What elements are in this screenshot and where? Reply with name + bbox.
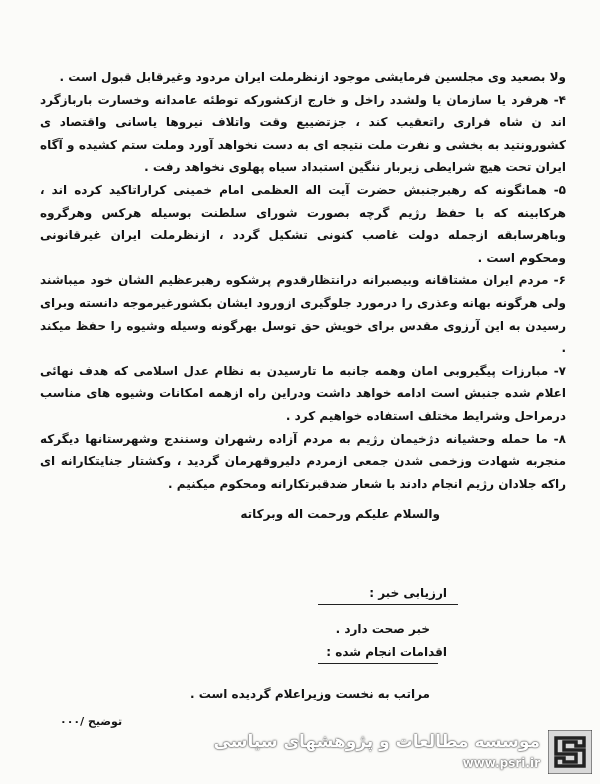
closing-salutation: والسلام علیکم ورحمت اله وبرکاته	[240, 507, 440, 521]
paragraph-4: ۴- هرفرد یا سازمان یا ولشدد راخل و خارج ازکشورکه توطئه عامدانه وخسارت باربازگرد اند ن شاه فراری راتعقیب کند ، جزتضییع وقت واتلاف نیروها یاسانی واقتصاد ی کشورونتید به بخشی و نفرت ملت نتیجه ای به دست نخواهد آورد وملت ستم کشیده و آگاه ایران تحت هیچ شرایطی زیربار ننگین استبداد سیاه پهلوی نخواهد رفت .	[40, 92, 566, 175]
evaluation-label: ارزیابی خبر :	[369, 586, 447, 600]
institute-watermark	[213, 730, 592, 774]
paragraph-5: ۵- همانگونه که رهبرجنبش حضرت آیت اله العظمی امام خمینی کراراتاکید کرده اند ، هرکابینه که با حفظ رژیم گرچه بصورت شورای سلطنت بوسیله هرکس وهرگروه وباهرسابقه ازجمله دولت غاصب کنونی تشکیل گردد ، ازنظرملت ایران غیرقانونی ومحکوم است .	[40, 182, 566, 265]
document-body	[40, 66, 566, 495]
institute-name: موسسه مطالعات و پژوهشهای سیاسی	[213, 732, 540, 752]
psri-knot-logo-icon	[548, 730, 592, 774]
actions-label: اقدامات انجام شده :	[326, 645, 447, 659]
paragraph-6: ۶- مردم ایران مشتاقانه وبیصبرانه درانتظارقدوم پرشکوه رهبرعظیم الشان خود میباشند ولی هرگونه بهانه وعذری را درمورد جلوگیری ازورود ایشان بکشورغیرموجه دانسته وبرای رسیدن به این آرزوی مقدس برای خویش حق توسل بهرگونه وسیله وشیوه را حفظ میکند .	[40, 273, 566, 356]
evaluation-underline	[318, 604, 458, 605]
note-label: توضیح /۰۰۰	[60, 715, 123, 728]
evaluation-value: خبر صحت دارد .	[335, 622, 430, 636]
paragraph-intro: ولا بصعید وی مجلسین فرمایشی موجود ازنظرملت ایران مردود وغیرقابل قبول است .	[59, 70, 566, 84]
institute-url[interactable]: www.psri.ir	[462, 756, 540, 770]
actions-value: مراتب به نخست وزیراعلام گردیده است .	[190, 687, 430, 701]
paragraph-8: ۸- ما حمله وحشیانه دژخیمان رژیم به مردم آزاده رشهران وسنندج وشهرستانها دیگرکه منجربه شهادت وزخمی شدن جمعی ازمردم دلیروقهرمان گردید ، وکشتار جنایتکارانه ای راکه جلادان رژیم انجام دادند با شعار ضدقبرتکارانه ومحکوم میکنیم .	[40, 431, 566, 491]
actions-underline	[318, 663, 438, 664]
paragraph-7: ۷- مبارزات پیگیروبی امان وهمه جانبه ما تارسیدن به نظام عدل اسلامی که هدف نهائی اعلام شده جنبش است ادامه خواهد داشت ودراین راه ازهمه امکانات وشیوه های مناسب درمراحل وشرایط مختلف استفاده خواهیم کرد .	[40, 363, 566, 423]
